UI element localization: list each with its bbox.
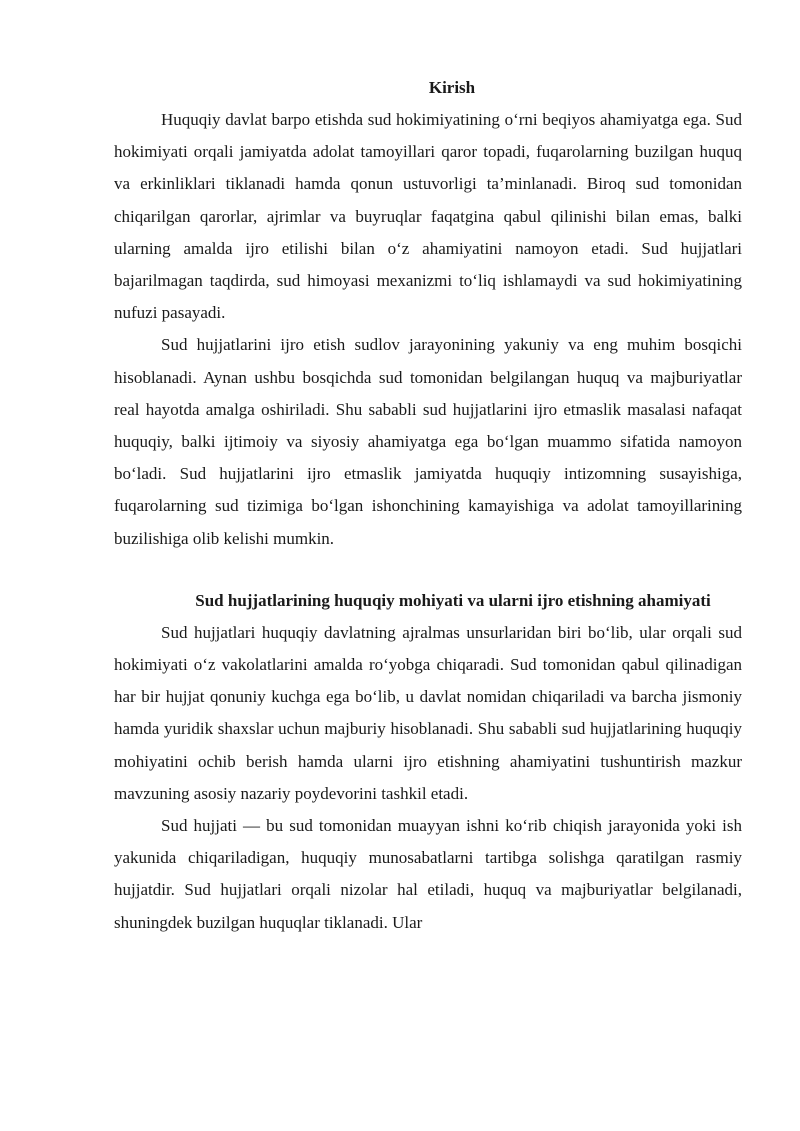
document-page <box>114 72 742 939</box>
intro-paragraph-2: Sud hujjatlarini ijro etish sudlov jarayonining yakuniy va eng muhim bosqichi hisoblanadi. Aynan ushbu bosqichda sud tomonidan belgilangan huquq va majburiyatlar real hayotda amalga oshiriladi. Shu sababli sud hujjatlarini ijro etmaslik masalasi nafaqat huquqiy, balki ijtimoiy va siyosiy ahamiyatga ega bo‘lgan muammo sifatida namoyon bo‘ladi. Sud hujjatlarini ijro etmaslik jamiyatda huquqiy intizomning susayishiga, fuqarolarning sud tizimiga bo‘lgan ishonchining kamayishiga va adolat tamoyillarining buzilishiga olib kelishi mumkin. <box>114 335 742 548</box>
section-paragraph-1: Sud hujjatlari huquqiy davlatning ajralmas unsurlaridan biri bo‘lib, ular orqali sud hokimiyati o‘z vakolatlarini amalda ro‘yobga chiqaradi. Sud tomonidan qabul qilinadigan har bir hujjat qonuniy kuchga ega bo‘lib, u davlat nomidan chiqariladi va barcha jismoniy hamda yuridik shaxslar uchun majburiy hisoblanadi. Shu sababli sud hujjatlarining huquqiy mohiyatini ochib berish hamda ularni ijro etishning ahamiyatini tushuntirish mazkur mavzuning asosiy nazariy poydevorini tashkil etadi. <box>114 622 742 803</box>
document-title: Kirish <box>428 78 476 97</box>
section-spacer <box>114 555 742 585</box>
intro-paragraph-1: Huquqiy davlat barpo etishda sud hokimiyatining o‘rni beqiyos ahamiyatga ega. Sud hokimiyati orqali jamiyatda adolat tamoyillari qaror topadi, fuqarolarning buzilgan huquq va erkinliklari tiklanadi hamda qonun ustuvorligi ta’minlanadi. Biroq sud tomonidan chiqarilgan qarorlar, ajrimlar va buyruqlar faqatgina qabul qilinishi bilan emas, balki ularning amalda ijro etilishi bilan o‘z ahamiyatini namoyon etadi. Sud hujjatlari bajarilmagan taqdirda, sud himoyasi mexanizmi to‘liq ishlamaydi va sud hokimiyatining nufuzi pasayadi. <box>114 110 742 323</box>
section-heading: Sud hujjatlarining huquqiy mohiyati va ularni ijro etishning ahamiyati <box>195 590 711 610</box>
section-paragraph-2: Sud hujjati — bu sud tomonidan muayyan ishni ko‘rib chiqish jarayonida yoki ish yakunida chiqariladigan, huquqiy munosabatlarni tartibga solishga qaratilgan rasmiy hujjatdir. Sud hujjatlari orqali nizolar hal etiladi, huquq va majburiyatlar belgilanadi, shuningdek buzilgan huquqlar tiklanadi. Ular <box>114 816 742 932</box>
